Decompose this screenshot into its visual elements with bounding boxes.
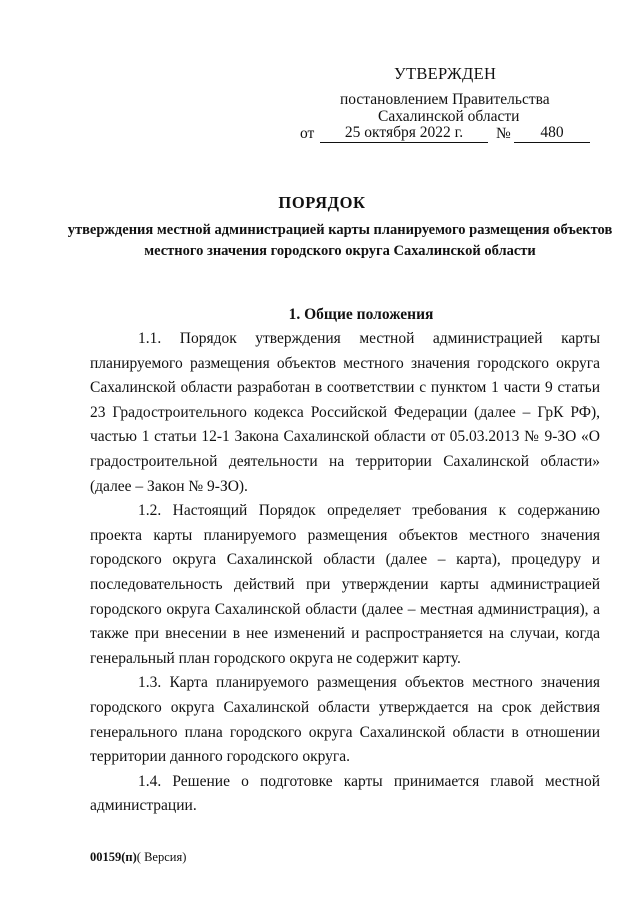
paragraph-1-3: 1.3. Карта планируемого размещения объектов местного значения городского округа Сахалинской области утверждается на срок действия генерального плана городского округа Сахалинской области в отношении территории данного городского округа. [90, 674, 600, 766]
document-code: 00159(п) [90, 850, 137, 864]
decree-line-1: постановлением Правительства [340, 91, 550, 108]
approved-word: УТВЕРЖДЕН [394, 64, 497, 83]
document-subtitle: утверждения местной администрацией карты планируемого размещения объектов местного значения городского округа Сахалинской области [67, 222, 613, 259]
decree-line-2: Сахалинской области [378, 108, 520, 125]
document-title: ПОРЯДОК [278, 193, 366, 212]
decree-date: 25 октября 2022 г. [320, 124, 488, 143]
footer-code [90, 850, 186, 865]
section-heading: 1. Общие положения [288, 306, 434, 323]
document-version: ( Версия) [136, 850, 187, 864]
number-sign: № [496, 125, 511, 142]
date-prefix: от [300, 125, 315, 142]
decree-date-row [300, 124, 600, 146]
paragraph-1-4: 1.4. Решение о подготовке карты принимается главой местной администрации. [90, 772, 600, 815]
section-body [90, 327, 600, 819]
paragraph-1-1: 1.1. Порядок утверждения местной администрацией карты планируемого размещения объектов местного значения городского округа Сахалинской области разработан в соответствии с пунктом 1 части 9 статьи 23 Градостроительного кодекса Российской Федерации (далее – ГрК РФ), частью 1 статьи 12-1 Закона Сахалинской области от 05.03.2013 № 9-ЗО «О градостроительной деятельности на территории Сахалинской области» (далее – Закон № 9-ЗО). [90, 330, 600, 495]
paragraph-1-2: 1.2. Настоящий Порядок определяет требования к содержанию проекта карты планируемого размещения объектов местного значения городского округа Сахалинской области (далее – карта), процедуру и последовательность действий при утверждении карты администрацией городского округа Сахалинской области (далее – местная администрация), а также при внесении в нее изменений и распространяется на случаи, когда генеральный план городского округа не содержит карту. [90, 502, 600, 667]
decree-number: 480 [514, 124, 590, 143]
